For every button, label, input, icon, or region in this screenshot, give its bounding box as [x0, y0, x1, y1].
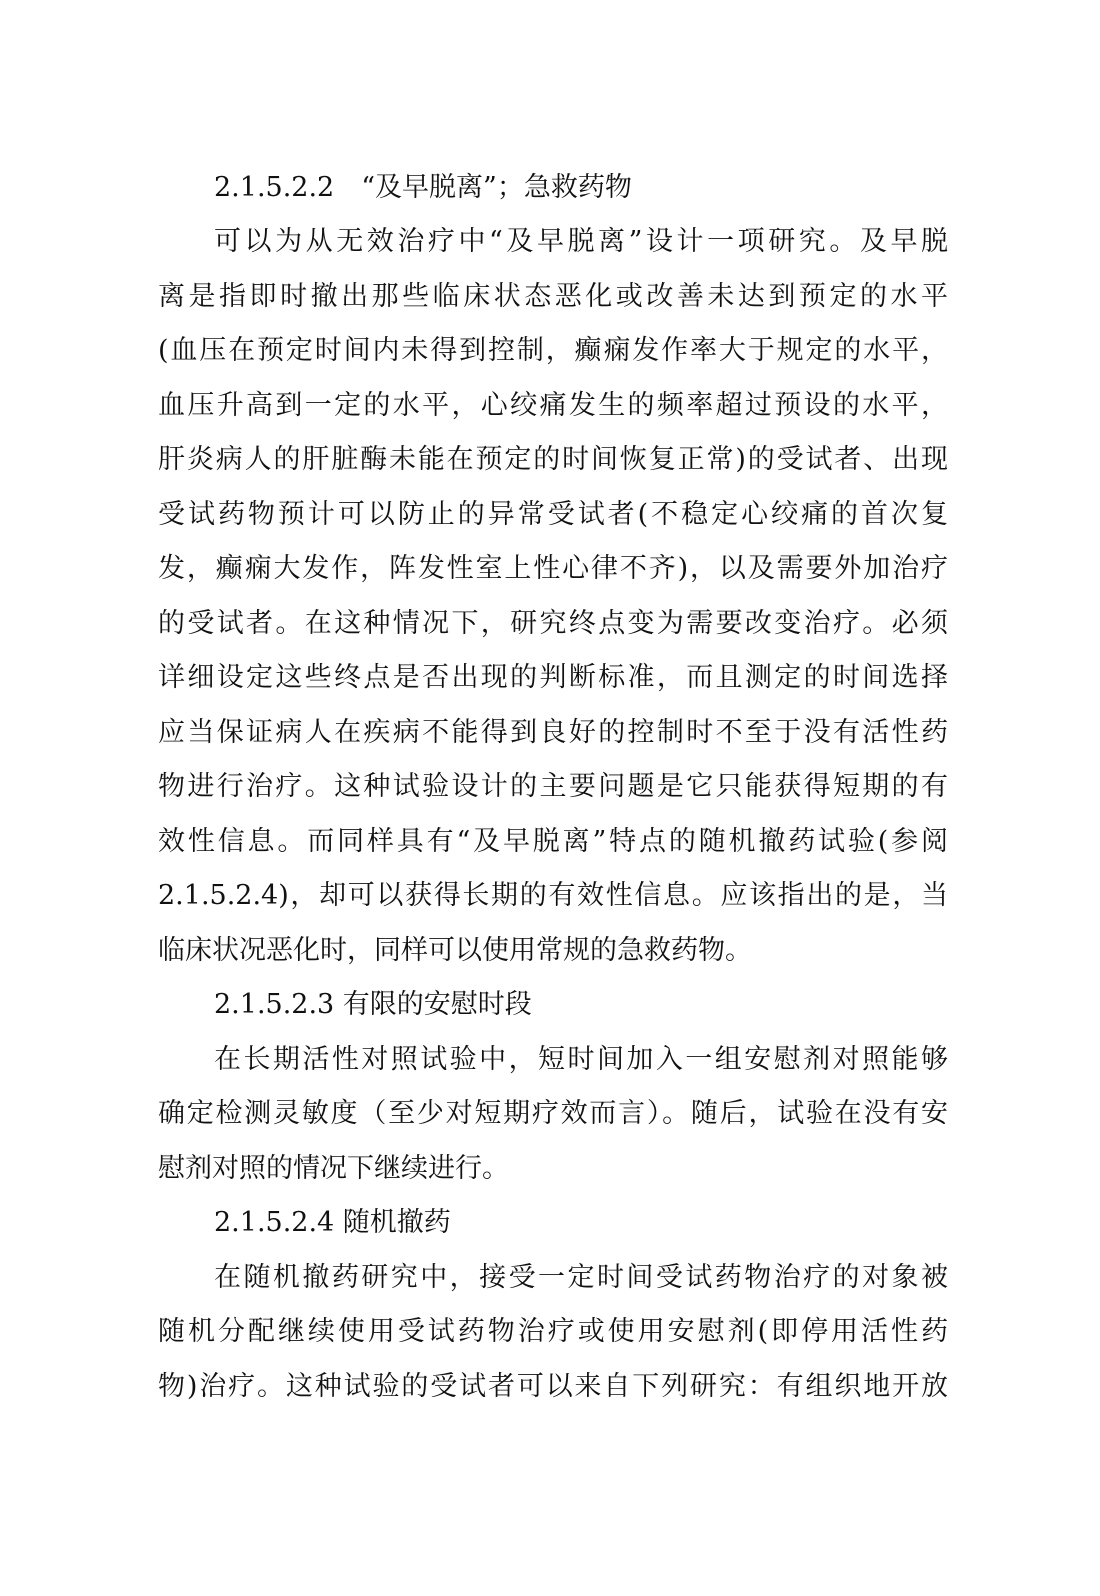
paragraph-line: 肝炎病人的肝脏酶未能在预定的时间恢复正常)的受试者、出现 — [158, 444, 948, 475]
paragraph-line: 效性信息。而同样具有“及早脱离”特点的随机撤药试验(参阅 — [158, 826, 948, 857]
paragraph-line: 在随机撤药研究中，接受一定时间受试药物治疗的对象被 — [214, 1262, 948, 1293]
paragraph-line: 慰剂对照的情况下继续进行。 — [158, 1153, 509, 1184]
paragraph-line: 确定检测灵敏度（至少对短期疗效而言）。随后，试验在没有安 — [158, 1098, 948, 1129]
paragraph-line: 随机分配继续使用受试药物治疗或使用安慰剂(即停用活性药 — [158, 1316, 948, 1347]
paragraph-line: 物)治疗。这种试验的受试者可以来自下列研究：有组织地开放 — [158, 1371, 948, 1402]
paragraph-line: 发，癫痫大发作，阵发性室上性心律不齐)，以及需要外加治疗 — [158, 553, 948, 584]
paragraph-line: 受试药物预计可以防止的异常受试者(不稳定心绞痛的首次复 — [158, 499, 948, 530]
paragraph-line: 临床状况恶化时，同样可以使用常规的急救药物。 — [158, 935, 752, 966]
paragraph-line: 应当保证病人在疾病不能得到良好的控制时不至于没有活性药 — [158, 717, 948, 748]
paragraph-line: 血压升高到一定的水平，心绞痛发生的频率超过预设的水平， — [158, 390, 948, 421]
paragraph-line: 可以为从无效治疗中“及早脱离”设计一项研究。及早脱 — [214, 226, 948, 257]
paragraph-line: 2.1.5.2.4)，却可以获得长期的有效性信息。应该指出的是，当 — [158, 880, 948, 911]
section-heading-2-1-5-2-2: 2.1.5.2.2 “及早脱离”；急救药物 — [214, 172, 632, 203]
paragraph-line: 的受试者。在这种情况下，研究终点变为需要改变治疗。必须 — [158, 608, 948, 639]
section-heading-2-1-5-2-4: 2.1.5.2.4 随机撤药 — [214, 1207, 451, 1238]
section-heading-2-1-5-2-3: 2.1.5.2.3 有限的安慰时段 — [214, 989, 532, 1020]
paragraph-line: 在长期活性对照试验中，短时间加入一组安慰剂对照能够 — [214, 1044, 948, 1075]
paragraph-line: 物进行治疗。这种试验设计的主要问题是它只能获得短期的有 — [158, 771, 948, 802]
paragraph-line: (血压在预定时间内未得到控制，癫痫发作率大于规定的水平， — [158, 335, 948, 366]
paragraph-line: 离是指即时撤出那些临床状态恶化或改善未达到预定的水平 — [158, 281, 948, 312]
paragraph-line: 详细设定这些终点是否出现的判断标准，而且测定的时间选择 — [158, 662, 948, 693]
